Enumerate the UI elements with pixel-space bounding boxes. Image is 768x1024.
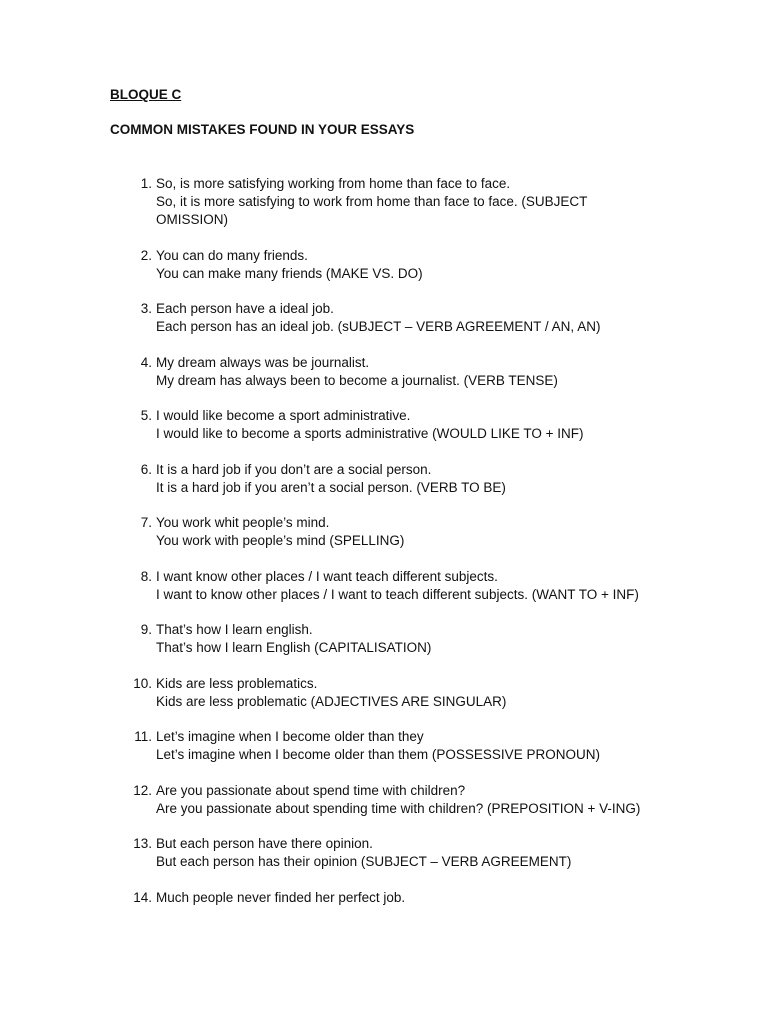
item-lines bbox=[156, 354, 656, 390]
incorrect-sentence: You can do many friends. bbox=[156, 247, 308, 263]
corrected-sentence: You work with people’s mind (SPELLING) bbox=[156, 533, 405, 548]
list-item bbox=[0, 175, 768, 229]
corrected-sentence: I would like to become a sports administrative (WOULD LIKE TO + INF) bbox=[156, 426, 584, 441]
item-number: 14. bbox=[133, 889, 152, 905]
item-number: 5. bbox=[140, 408, 152, 423]
corrected-sentence: That’s how I learn English (CAPITALISATION) bbox=[156, 640, 432, 655]
list-item bbox=[0, 300, 768, 336]
list-item bbox=[0, 621, 768, 657]
list-item bbox=[0, 461, 768, 497]
item-number: 13. bbox=[133, 836, 152, 851]
corrected-sentence: So, it is more satisfying to work from home than face to face. (SUBJECT OMISSION) bbox=[156, 194, 588, 227]
item-lines bbox=[156, 782, 656, 818]
corrected-sentence: It is a hard job if you aren’t a social person. (VERB TO BE) bbox=[156, 479, 506, 495]
list-item bbox=[0, 568, 768, 604]
list-item bbox=[0, 728, 768, 764]
incorrect-sentence: Kids are less problematics. bbox=[156, 675, 318, 691]
incorrect-sentence: Are you passionate about spend time with children? bbox=[156, 782, 466, 798]
item-lines bbox=[156, 889, 656, 907]
item-number: 4. bbox=[140, 354, 152, 370]
incorrect-sentence: My dream always was be journalist. bbox=[156, 354, 370, 370]
list-item bbox=[0, 354, 768, 390]
item-lines bbox=[156, 300, 656, 336]
item-number: 2. bbox=[140, 247, 152, 263]
document-subheading: COMMON MISTAKES FOUND IN YOUR ESSAYS bbox=[110, 122, 415, 137]
item-number: 12. bbox=[133, 782, 152, 798]
list-item bbox=[0, 835, 768, 871]
list-item bbox=[0, 247, 768, 283]
incorrect-sentence: You work whit people’s mind. bbox=[156, 515, 330, 530]
incorrect-sentence: I would like become a sport administrative. bbox=[156, 408, 411, 423]
corrected-sentence: Each person has an ideal job. (sUBJECT – VERB AGREEMENT / AN, AN) bbox=[156, 319, 601, 334]
corrected-sentence: Kids are less problematic (ADJECTIVES ARE SINGULAR) bbox=[156, 693, 507, 709]
document-heading: BLOQUE C bbox=[110, 87, 182, 102]
item-number: 10. bbox=[133, 675, 152, 691]
item-lines bbox=[156, 461, 656, 497]
item-lines bbox=[156, 675, 656, 711]
incorrect-sentence: But each person have there opinion. bbox=[156, 836, 373, 851]
item-number: 8. bbox=[140, 568, 152, 584]
item-number: 11. bbox=[134, 729, 152, 744]
item-lines bbox=[156, 514, 656, 550]
list-item bbox=[0, 675, 768, 711]
corrected-sentence: I want to know other places / I want to teach different subjects. (WANT TO + INF) bbox=[156, 586, 639, 602]
item-lines bbox=[156, 247, 656, 283]
corrected-sentence: My dream has always been to become a journalist. (VERB TENSE) bbox=[156, 372, 558, 388]
item-lines bbox=[156, 728, 656, 764]
corrected-sentence: Let’s imagine when I become older than them (POSSESSIVE PRONOUN) bbox=[156, 747, 600, 762]
item-number: 9. bbox=[140, 622, 152, 637]
incorrect-sentence: Each person have a ideal job. bbox=[156, 301, 334, 316]
list-item bbox=[0, 889, 768, 907]
incorrect-sentence: Let’s imagine when I become older than they bbox=[156, 729, 424, 744]
corrected-sentence: You can make many friends (MAKE VS. DO) bbox=[156, 265, 423, 281]
item-number: 3. bbox=[140, 301, 152, 316]
incorrect-sentence: It is a hard job if you don’t are a social person. bbox=[156, 461, 432, 477]
item-lines bbox=[156, 621, 656, 657]
item-number: 7. bbox=[140, 515, 152, 530]
list-item bbox=[0, 514, 768, 550]
list-item bbox=[0, 782, 768, 818]
list-item bbox=[0, 407, 768, 443]
mistakes-list bbox=[0, 175, 768, 924]
item-lines bbox=[156, 407, 656, 443]
item-lines bbox=[156, 175, 656, 229]
incorrect-sentence: That’s how I learn english. bbox=[156, 622, 313, 637]
item-number: 6. bbox=[140, 461, 152, 477]
item-number: 1. bbox=[140, 176, 152, 191]
item-lines bbox=[156, 835, 656, 871]
incorrect-sentence: Much people never finded her perfect job. bbox=[156, 889, 406, 905]
corrected-sentence: Are you passionate about spending time with children? (PREPOSITION + V-ING) bbox=[156, 800, 641, 816]
item-lines bbox=[156, 568, 656, 604]
corrected-sentence: But each person has their opinion (SUBJECT – VERB AGREEMENT) bbox=[156, 854, 572, 869]
incorrect-sentence: I want know other places / I want teach different subjects. bbox=[156, 568, 498, 584]
incorrect-sentence: So, is more satisfying working from home than face to face. bbox=[156, 176, 511, 191]
